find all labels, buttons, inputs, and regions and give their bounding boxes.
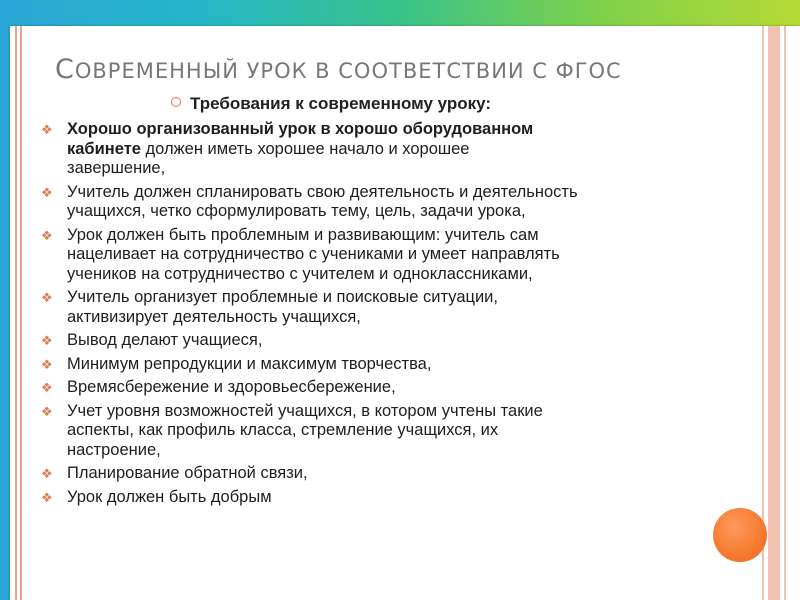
diamond-bullet-icon: ❖: [41, 333, 53, 348]
list-item-line: Урок должен быть проблемным и развивающим: учитель сам: [67, 225, 539, 244]
list-item: [33, 331, 763, 351]
list-item: [33, 183, 763, 222]
subheading-text: Требования к современному уроку:: [190, 94, 492, 113]
list-item: [33, 378, 763, 398]
list-item-line: аспекты, как профиль класса, стремление учащихся, их: [67, 421, 499, 439]
list-item-line: Вывод делают учащиеся,: [67, 331, 263, 349]
list-item-line: Учитель организует проблемные и поисковые ситуации,: [67, 288, 498, 306]
diamond-bullet-icon: ❖: [41, 466, 53, 481]
right-stripe: [768, 26, 780, 600]
list-item-line: Минимум репродукции и максимум творчества,: [67, 354, 432, 373]
list-item: [33, 288, 763, 327]
list-item-line: Учитель должен спланировать свою деятельность и деятельность: [67, 182, 578, 201]
diamond-bullet-icon: ❖: [41, 184, 53, 200]
list-item: [33, 120, 763, 179]
list-item-line: учащихся, четко сформулировать тему, цель, задачи урока,: [67, 202, 526, 220]
list-item-line: Времясбережение и здоровьесбережение,: [67, 378, 396, 396]
title-text: ОВРЕМЕННЫЙ УРОК В СООТВЕТСТВИИ С ФГОС: [74, 59, 622, 83]
slide: [10, 26, 800, 600]
diamond-bullet-icon: ❖: [41, 122, 53, 137]
diamond-bullet-icon: ❖: [41, 227, 53, 243]
list-item: [33, 464, 763, 484]
list-item-line: активизирует деятельность учащихся,: [67, 307, 361, 326]
list-item-line: Планирование обратной связи,: [67, 464, 308, 482]
orange-circle-decoration: [713, 508, 767, 562]
list-item-line: нацеливает на сотрудничество с учениками и умеет направлять: [67, 245, 560, 263]
diamond-bullet-icon: ❖: [41, 356, 53, 372]
list-item-line: Урок должен быть добрым: [67, 487, 272, 506]
diamond-bullet-icon: ❖: [41, 489, 53, 505]
list-item-line: учеников на сотрудничество с учителем и одноклассниками,: [67, 264, 533, 283]
diamond-bullet-icon: ❖: [41, 380, 53, 395]
diamond-bullet-icon: ❖: [41, 403, 53, 419]
list-item: [33, 402, 763, 461]
list-item: [33, 355, 763, 375]
list-item: [33, 226, 763, 285]
list-item-line: Хорошо организованный урок в хорошо оборудованном: [67, 120, 534, 138]
ring-bullet-icon: [171, 97, 181, 107]
slide-title: [55, 54, 755, 85]
subheading: [171, 94, 491, 114]
list-item-line: Учет уровня возможностей учащихся, в котором учтены такие: [67, 401, 543, 420]
list-item-line: настроение,: [67, 440, 161, 459]
left-stripe: [20, 26, 22, 600]
list-item-line: завершение,: [67, 159, 166, 177]
diamond-bullet-icon: ❖: [41, 290, 53, 305]
left-stripe: [15, 26, 17, 600]
list-item-line: кабинете должен иметь хорошее начало и хорошее: [67, 139, 470, 158]
title-initial: С: [55, 54, 75, 85]
right-stripe: [784, 26, 786, 600]
requirements-list: [33, 120, 763, 511]
list-item: [33, 488, 763, 508]
